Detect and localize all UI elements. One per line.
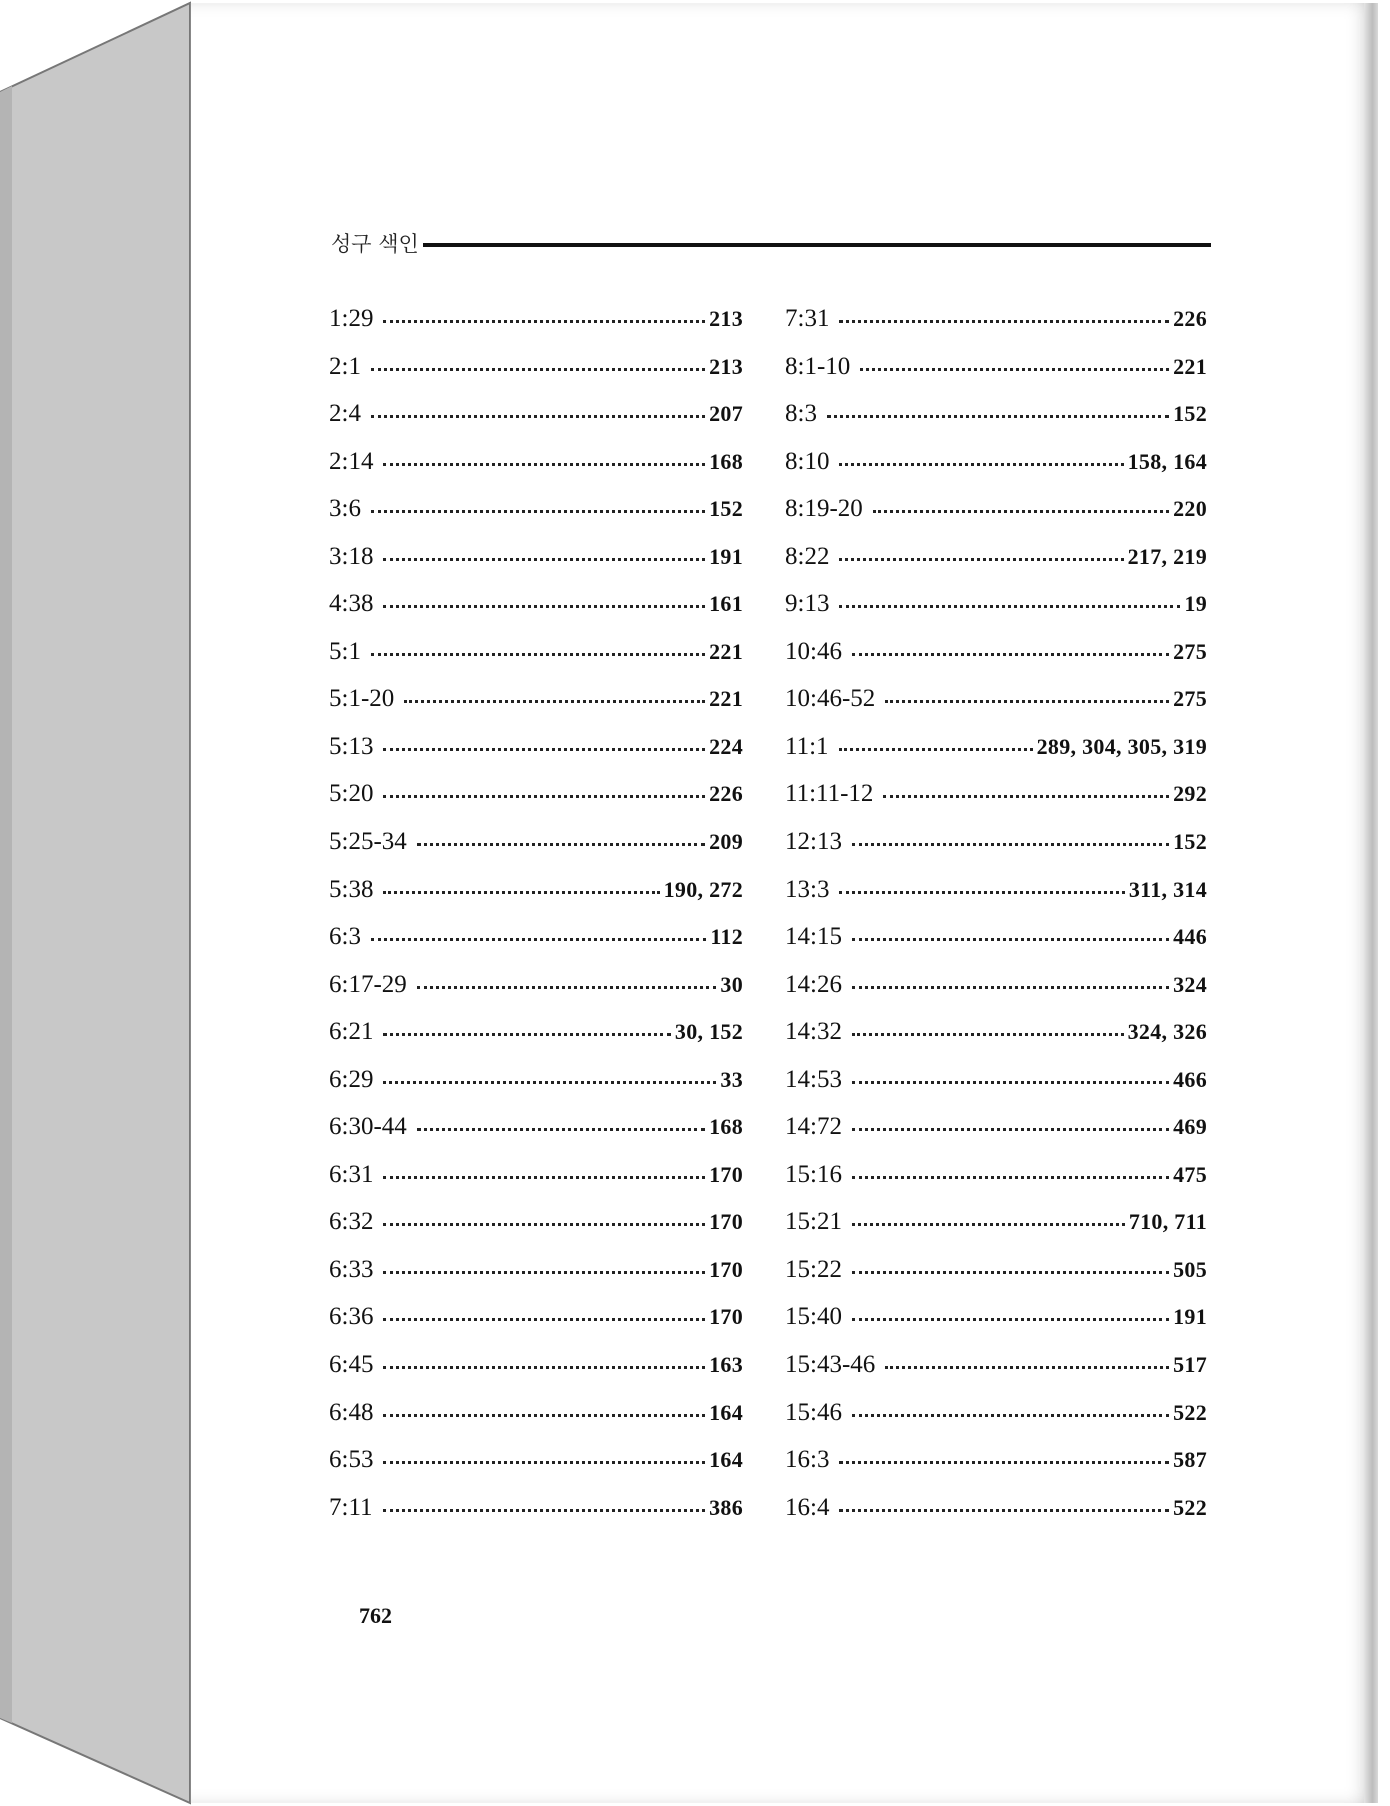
page-references: 275 bbox=[1173, 686, 1207, 712]
page-references: 152 bbox=[709, 496, 743, 522]
verse-reference: 15:40 bbox=[785, 1303, 842, 1331]
verse-reference: 14:15 bbox=[785, 923, 842, 951]
verse-reference: 6:17-29 bbox=[329, 970, 407, 998]
verse-reference: 8:22 bbox=[785, 542, 830, 570]
index-entry bbox=[785, 1446, 1207, 1494]
page-references: 163 bbox=[709, 1352, 743, 1378]
index-entry bbox=[329, 1208, 743, 1256]
verse-reference: 8:19-20 bbox=[785, 495, 863, 523]
dot-leader bbox=[383, 320, 705, 323]
index-entry bbox=[785, 971, 1207, 1019]
page-references: 158, 164 bbox=[1127, 448, 1207, 474]
verse-reference: 14:72 bbox=[785, 1113, 842, 1141]
dot-leader bbox=[383, 558, 705, 561]
verse-reference: 5:1 bbox=[329, 637, 361, 665]
index-entry bbox=[329, 1256, 743, 1304]
dot-leader bbox=[839, 1509, 1169, 1512]
dot-leader bbox=[417, 1128, 705, 1131]
page-references: 221 bbox=[709, 638, 743, 664]
dot-leader bbox=[383, 1271, 705, 1274]
verse-reference: 14:32 bbox=[785, 1018, 842, 1046]
verse-reference: 1:29 bbox=[329, 305, 374, 332]
page-references: 221 bbox=[709, 686, 743, 712]
dot-leader bbox=[371, 510, 705, 513]
section-header bbox=[331, 228, 1211, 258]
index-entry bbox=[329, 876, 743, 924]
section-title: 성구 색인 bbox=[331, 232, 419, 256]
index-entry bbox=[329, 1446, 743, 1494]
dot-leader bbox=[383, 1366, 705, 1369]
verse-reference: 15:21 bbox=[785, 1208, 842, 1236]
verse-reference: 16:4 bbox=[785, 1493, 830, 1521]
verse-reference: 5:20 bbox=[329, 780, 374, 808]
index-entry bbox=[329, 1399, 743, 1447]
dot-leader bbox=[852, 1176, 1169, 1179]
verse-reference: 6:21 bbox=[329, 1018, 374, 1046]
index-entry bbox=[785, 1494, 1207, 1542]
page-references: 324, 326 bbox=[1127, 1019, 1207, 1045]
page-references: 311, 314 bbox=[1128, 876, 1207, 902]
header-rule bbox=[423, 243, 1211, 247]
verse-reference: 6:3 bbox=[329, 923, 361, 951]
index-entry bbox=[785, 1399, 1207, 1447]
page-references: 213 bbox=[709, 353, 743, 379]
index-entry bbox=[329, 971, 743, 1019]
index-entry bbox=[785, 1208, 1207, 1256]
page-references: 191 bbox=[709, 543, 743, 569]
dot-leader bbox=[839, 891, 1124, 894]
dot-leader bbox=[852, 1223, 1125, 1226]
index-entry bbox=[785, 1018, 1207, 1066]
dot-leader bbox=[417, 986, 717, 989]
verse-reference: 5:13 bbox=[329, 732, 374, 760]
page-number: 762 bbox=[359, 1603, 392, 1628]
verse-reference: 2:4 bbox=[329, 400, 361, 428]
page-references: 161 bbox=[709, 591, 743, 617]
index-entry bbox=[785, 1113, 1207, 1161]
dot-leader bbox=[383, 1509, 706, 1512]
dot-leader bbox=[839, 320, 1169, 323]
book-page bbox=[190, 3, 1378, 1803]
index-entry bbox=[785, 1066, 1207, 1114]
page-references: 386 bbox=[709, 1494, 743, 1520]
page-references: 213 bbox=[709, 306, 743, 331]
index-entry bbox=[329, 923, 743, 971]
index-entry bbox=[329, 1303, 743, 1351]
index-entry bbox=[785, 685, 1207, 733]
verse-reference: 6:53 bbox=[329, 1446, 374, 1474]
dot-leader bbox=[839, 463, 1123, 466]
index-entry bbox=[785, 1351, 1207, 1399]
page-references: 33 bbox=[720, 1066, 743, 1092]
dot-leader bbox=[860, 368, 1169, 371]
dot-leader bbox=[852, 1033, 1124, 1036]
page-references: 289, 304, 305, 319 bbox=[1036, 733, 1207, 759]
page-references: 190, 272 bbox=[663, 876, 743, 902]
verse-reference: 14:53 bbox=[785, 1065, 842, 1093]
dot-leader bbox=[383, 463, 705, 466]
page-references: 209 bbox=[709, 829, 743, 855]
verse-reference: 15:43-46 bbox=[785, 1351, 876, 1379]
verse-reference: 15:16 bbox=[785, 1160, 842, 1188]
book-side-edge bbox=[0, 0, 195, 1806]
dot-leader bbox=[383, 1176, 705, 1179]
verse-reference: 6:30-44 bbox=[329, 1113, 407, 1141]
page-references: 207 bbox=[709, 401, 743, 427]
dot-leader bbox=[852, 1318, 1169, 1321]
index-column-right bbox=[785, 305, 1207, 1541]
page-references: 152 bbox=[1173, 401, 1207, 427]
dot-leader bbox=[885, 700, 1169, 703]
dot-leader bbox=[383, 1461, 705, 1464]
verse-reference: 3:6 bbox=[329, 495, 361, 523]
verse-reference: 5:38 bbox=[329, 875, 374, 903]
page-references: 475 bbox=[1173, 1161, 1207, 1187]
dot-leader bbox=[383, 748, 705, 751]
page-references: 587 bbox=[1173, 1447, 1207, 1473]
index-entry bbox=[785, 448, 1207, 496]
page-references: 466 bbox=[1173, 1066, 1207, 1092]
dot-leader bbox=[371, 653, 705, 656]
page-references: 517 bbox=[1173, 1352, 1207, 1378]
page-references: 170 bbox=[709, 1256, 743, 1282]
index-entry bbox=[329, 1351, 743, 1399]
verse-reference: 5:25-34 bbox=[329, 828, 407, 856]
index-entry bbox=[785, 305, 1207, 353]
dot-leader bbox=[873, 510, 1169, 513]
dot-leader bbox=[383, 891, 659, 894]
dot-leader bbox=[852, 986, 1169, 989]
index-entry bbox=[785, 353, 1207, 401]
verse-reference: 8:3 bbox=[785, 400, 817, 428]
dot-leader bbox=[839, 748, 1033, 751]
index-entry bbox=[329, 1066, 743, 1114]
verse-reference: 11:1 bbox=[785, 732, 829, 760]
verse-reference: 10:46 bbox=[785, 637, 842, 665]
dot-leader bbox=[852, 938, 1169, 941]
index-entry bbox=[785, 923, 1207, 971]
index-entry bbox=[785, 780, 1207, 828]
index-entry bbox=[785, 733, 1207, 781]
dot-leader bbox=[852, 843, 1169, 846]
page-references: 168 bbox=[709, 1114, 743, 1140]
dot-leader bbox=[383, 1414, 705, 1417]
index-entry bbox=[329, 1161, 743, 1209]
dot-leader bbox=[885, 1366, 1169, 1369]
page-references: 522 bbox=[1173, 1399, 1207, 1425]
verse-reference: 12:13 bbox=[785, 828, 842, 856]
index-entry bbox=[329, 780, 743, 828]
dot-leader bbox=[852, 1414, 1169, 1417]
page-references: 710, 711 bbox=[1128, 1209, 1207, 1235]
dot-leader bbox=[417, 843, 705, 846]
page-references: 324 bbox=[1173, 971, 1207, 997]
index-entry bbox=[785, 590, 1207, 638]
dot-leader bbox=[839, 1461, 1169, 1464]
page-references: 220 bbox=[1173, 496, 1207, 522]
dot-leader bbox=[404, 700, 705, 703]
verse-reference: 16:3 bbox=[785, 1446, 830, 1474]
page-references: 226 bbox=[709, 781, 743, 807]
verse-reference: 7:31 bbox=[785, 305, 830, 332]
dot-leader bbox=[383, 605, 705, 608]
page-references: 469 bbox=[1173, 1114, 1207, 1140]
verse-reference: 6:29 bbox=[329, 1065, 374, 1093]
index-entry bbox=[785, 638, 1207, 686]
index-entry bbox=[329, 495, 743, 543]
verse-reference: 6:45 bbox=[329, 1351, 374, 1379]
page-references: 152 bbox=[1173, 829, 1207, 855]
page-references: 30, 152 bbox=[674, 1019, 743, 1045]
page-references: 292 bbox=[1173, 781, 1207, 807]
verse-reference: 6:32 bbox=[329, 1208, 374, 1236]
page-references: 170 bbox=[709, 1304, 743, 1330]
index-entry bbox=[329, 638, 743, 686]
index-entry bbox=[329, 1018, 743, 1066]
verse-reference: 6:36 bbox=[329, 1303, 374, 1331]
verse-reference: 6:31 bbox=[329, 1160, 374, 1188]
index-entry bbox=[329, 353, 743, 401]
index-entry bbox=[785, 1161, 1207, 1209]
index-entry bbox=[785, 1256, 1207, 1304]
dot-leader bbox=[383, 1081, 716, 1084]
index-entry bbox=[785, 828, 1207, 876]
dot-leader bbox=[371, 415, 705, 418]
dot-leader bbox=[383, 1033, 670, 1036]
verse-reference: 10:46-52 bbox=[785, 685, 876, 713]
dot-leader bbox=[852, 1271, 1169, 1274]
page-edge-shadow bbox=[1364, 3, 1378, 1803]
page-references: 224 bbox=[709, 733, 743, 759]
index-entry bbox=[329, 1494, 743, 1542]
verse-reference: 7:11 bbox=[329, 1493, 373, 1521]
page-references: 191 bbox=[1173, 1304, 1207, 1330]
dot-leader bbox=[383, 1223, 705, 1226]
index-entry bbox=[329, 685, 743, 733]
index-entry bbox=[329, 1113, 743, 1161]
verse-reference: 11:11-12 bbox=[785, 780, 874, 808]
index-entry bbox=[329, 448, 743, 496]
page-references: 30 bbox=[720, 971, 743, 997]
page-references: 505 bbox=[1173, 1256, 1207, 1282]
page-references: 275 bbox=[1173, 638, 1207, 664]
index-entry bbox=[329, 305, 743, 353]
verse-reference: 15:46 bbox=[785, 1398, 842, 1426]
index-entry bbox=[785, 495, 1207, 543]
page-references: 170 bbox=[709, 1161, 743, 1187]
page-references: 164 bbox=[709, 1399, 743, 1425]
verse-reference: 4:38 bbox=[329, 590, 374, 618]
index-entry bbox=[785, 400, 1207, 448]
page-references: 446 bbox=[1173, 924, 1207, 950]
page-references: 226 bbox=[1173, 306, 1207, 331]
index-entry bbox=[329, 733, 743, 781]
dot-leader bbox=[383, 795, 705, 798]
verse-reference: 6:33 bbox=[329, 1255, 374, 1283]
verse-reference: 9:13 bbox=[785, 590, 830, 618]
dot-leader bbox=[839, 558, 1123, 561]
verse-reference: 14:26 bbox=[785, 970, 842, 998]
page-references: 217, 219 bbox=[1127, 543, 1207, 569]
page-references: 221 bbox=[1173, 353, 1207, 379]
dot-leader bbox=[371, 938, 706, 941]
index-column-left bbox=[329, 305, 743, 1541]
dot-leader bbox=[827, 415, 1169, 418]
verse-reference: 6:48 bbox=[329, 1398, 374, 1426]
page-references: 168 bbox=[709, 448, 743, 474]
verse-reference: 8:1-10 bbox=[785, 352, 851, 380]
index-entry bbox=[329, 828, 743, 876]
page-references: 112 bbox=[710, 924, 743, 950]
dot-leader bbox=[852, 1128, 1169, 1131]
verse-reference: 2:14 bbox=[329, 447, 374, 475]
dot-leader bbox=[883, 795, 1169, 798]
index-entry bbox=[785, 543, 1207, 591]
index-entry bbox=[329, 400, 743, 448]
index-entry bbox=[329, 590, 743, 638]
dot-leader bbox=[852, 653, 1169, 656]
verse-reference: 8:10 bbox=[785, 447, 830, 475]
dot-leader bbox=[383, 1318, 705, 1321]
index-entry bbox=[329, 543, 743, 591]
verse-reference: 3:18 bbox=[329, 542, 374, 570]
verse-reference: 13:3 bbox=[785, 875, 830, 903]
verse-reference: 2:1 bbox=[329, 352, 361, 380]
dot-leader bbox=[839, 605, 1180, 608]
verse-reference: 15:22 bbox=[785, 1255, 842, 1283]
dot-leader bbox=[852, 1081, 1169, 1084]
page-references: 19 bbox=[1184, 591, 1207, 617]
page-references: 522 bbox=[1173, 1494, 1207, 1520]
index-entry bbox=[785, 876, 1207, 924]
page-references: 170 bbox=[709, 1209, 743, 1235]
verse-reference: 5:1-20 bbox=[329, 685, 395, 713]
page-references: 164 bbox=[709, 1447, 743, 1473]
dot-leader bbox=[371, 368, 705, 371]
index-entry bbox=[785, 1303, 1207, 1351]
